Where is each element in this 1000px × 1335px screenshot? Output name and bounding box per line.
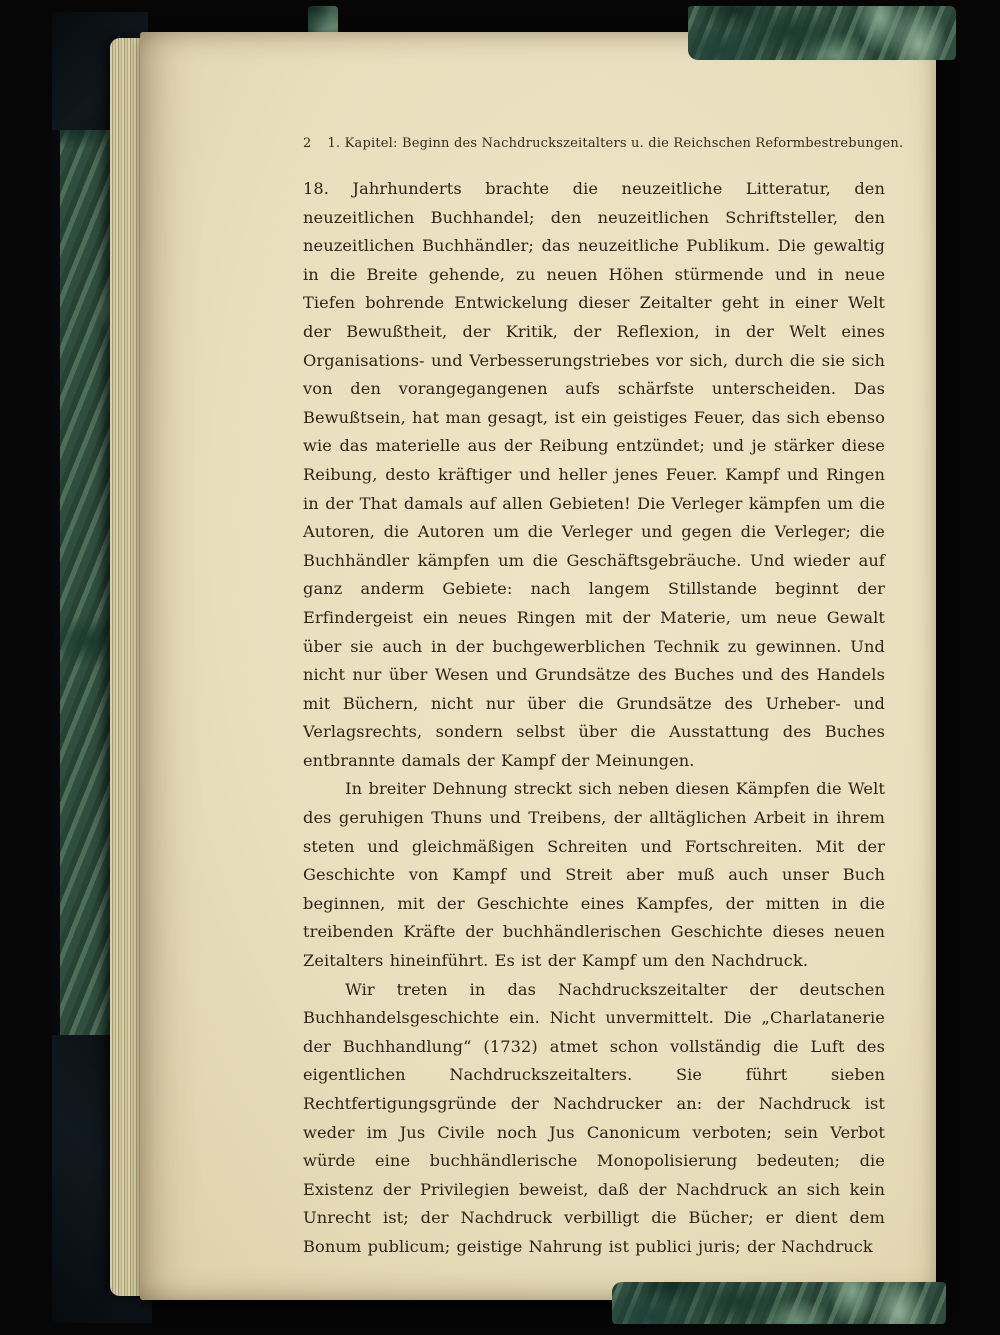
page-number: 2	[303, 136, 312, 151]
book-page	[140, 32, 936, 1300]
body-text	[303, 175, 885, 1262]
marbled-cover-edge-top-right	[688, 6, 956, 60]
body-paragraph: 18. Jahrhunderts brachte die neuzeitliche Litteratur, den neuzeitlichen Buchhandel; den neuzeitlichen Schriftsteller, den neuzeitlichen Buchhändler; das neuzeitliche Publikum. Die gewaltig in die Breite gehende, zu neuen Höhen stürmende und in neue Tiefen bohrende Entwickelung dieser Zeitalter geht in einer Welt der Bewußtheit, der Kritik, der Reflexion, in der Welt eines Organisations- und Verbesserungstriebes vor sich, durch die sie sich von den vorangegangenen aufs schärfste unterscheiden. Das Bewußtsein, hat man gesagt, ist ein geistiges Feuer, das sich ebenso wie das materielle aus der Reibung entzündet; und je stärker diese Reibung, desto kräftiger und heller jenes Feuer. Kampf und Ringen in der That damals auf allen Gebieten! Die Verleger kämpfen um die Autoren, die Autoren um die Verleger und gegen die Verleger; die Buchhändler kämpfen um die Geschäftsgebräuche. Und wieder auf ganz anderm Gebiete: nach langem Stillstande beginnt der Erfindergeist ein neues Ringen mit der Materie, um neue Gewalt über sie auch in der buchgewerblichen Technik zu gewinnen. Und nicht nur über Wesen und Grundsätze des Buches und des Handels mit Büchern, nicht nur über die Grundsätze des Urheber- und Verlagsrechts, sondern selbst über die Ausstattung des Buches entbrannte damals der Kampf der Meinungen.	[303, 179, 885, 770]
marbled-cover-edge-bottom-right	[612, 1282, 946, 1324]
body-paragraph: Wir treten in das Nachdruckszeitalter der deutschen Buchhandelsgeschichte ein. Nicht unvermittelt. Die „Charlatanerie der Buchhandlung“ (1732) atmet schon vollständig die Luft des eigentlichen Nachdruckszeitalters. Sie führt sieben Rechtfertigungsgründe der Nachdrucker an: der Nachdruck ist weder im Jus Civile noch Jus Canonicum verboten; sein Verbot würde eine buchhändlerische Monopolisierung bedeuten; die Existenz der Privilegien beweist, daß der Nachdruck an sich kein Unrecht ist; der Nachdruck verbilligt die Bücher; er dient dem Bonum publicum; geistige Nahrung ist publici juris; der Nachdruck	[303, 979, 885, 1256]
chapter-running-title: 1. Kapitel: Beginn des Nachdruckszeitalters u. die Reichschen Reformbestrebungen.	[327, 136, 904, 151]
body-paragraph: In breiter Dehnung streckt sich neben diesen Kämpfen die Welt des geruhigen Thuns und Treibens, der alltäglichen Arbeit in ihrem steten und gleichmäßigen Schreiten und Fortschreiten. Mit der Geschichte von Kampf und Streit aber muß auch unser Buch beginnen, mit der Geschichte eines Kampfes, der mitten in die treibenden Kräfte der buchhändlerischen Geschichte dieses neuen Zeitalters hineinführt. Es ist der Kampf um den Nachdruck.	[303, 779, 885, 971]
running-header	[303, 136, 904, 151]
page-text-block	[303, 136, 904, 1262]
